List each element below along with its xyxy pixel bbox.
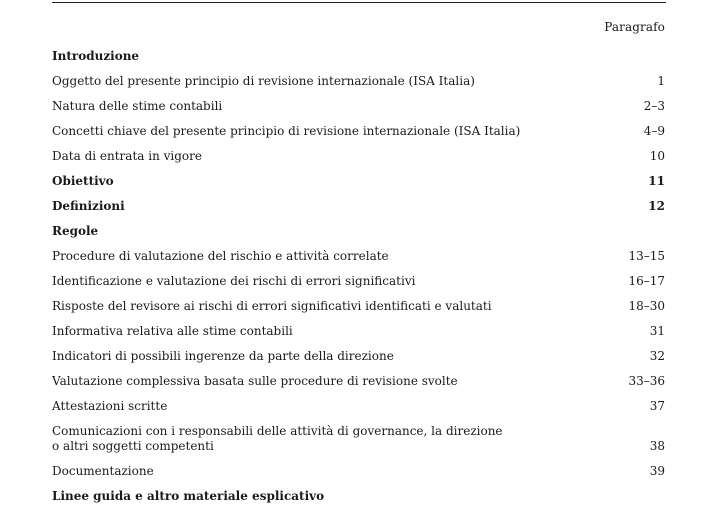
toc-paragraph: 11 <box>648 174 665 188</box>
toc-row <box>52 394 665 419</box>
toc-paragraph: 18–30 <box>628 299 665 313</box>
toc-paragraph: 13–15 <box>628 249 665 263</box>
paragraph-column-header: Paragrafo <box>604 20 665 34</box>
toc-row <box>52 294 665 319</box>
toc-section-linee-guida <box>52 484 665 509</box>
toc-row <box>52 144 665 169</box>
toc-label: Risposte del revisore ai rischi di errori significativi identificati e valutati <box>52 299 492 313</box>
toc-label-line-2: o altri soggetti competenti <box>52 439 214 453</box>
toc-label: Data di entrata in vigore <box>52 149 202 163</box>
toc-row <box>52 244 665 269</box>
toc-paragraph: 4–9 <box>643 124 665 138</box>
toc-paragraph: 1 <box>657 74 665 88</box>
toc-row <box>52 369 665 394</box>
toc-label: Regole <box>52 224 99 238</box>
toc-paragraph: 32 <box>649 349 665 363</box>
toc-label: Natura delle stime contabili <box>52 99 223 113</box>
toc-section-obiettivo <box>52 169 665 194</box>
toc-label: Informativa relativa alle stime contabili <box>52 324 293 338</box>
toc-row <box>52 459 665 484</box>
table-of-contents <box>52 44 665 509</box>
toc-row <box>52 344 665 369</box>
toc-paragraph: 33–36 <box>628 374 665 388</box>
toc-row <box>52 319 665 344</box>
toc-paragraph: 37 <box>649 399 665 413</box>
toc-row-multiline <box>52 419 665 459</box>
toc-row <box>52 94 665 119</box>
toc-section-introduzione <box>52 44 665 69</box>
toc-section-regole <box>52 219 665 244</box>
toc-label-line-1: Comunicazioni con i responsabili delle attività di governance, la direzione <box>52 424 503 438</box>
toc-paragraph: 12 <box>648 199 665 213</box>
toc-label: Valutazione complessiva basata sulle procedure di revisione svolte <box>52 374 458 388</box>
toc-label: Introduzione <box>52 49 140 63</box>
toc-label: Identificazione e valutazione dei rischi di errori significativi <box>52 274 416 288</box>
toc-paragraph: 31 <box>649 324 665 338</box>
toc-section-definizioni <box>52 194 665 219</box>
toc-label: Attestazioni scritte <box>52 399 168 413</box>
toc-label: Oggetto del presente principio di revisione internazionale (ISA Italia) <box>52 74 475 88</box>
toc-row <box>52 269 665 294</box>
top-rule <box>52 2 666 3</box>
toc-paragraph: 16–17 <box>628 274 665 288</box>
toc-label: Procedure di valutazione del rischio e attività correlate <box>52 249 389 263</box>
toc-label: Definizioni <box>52 199 125 213</box>
toc-label: Obiettivo <box>52 174 114 188</box>
toc-row <box>52 69 665 94</box>
toc-paragraph: 39 <box>649 464 665 478</box>
toc-row <box>52 119 665 144</box>
toc-label: Indicatori di possibili ingerenze da parte della direzione <box>52 349 394 363</box>
toc-label: Linee guida e altro materiale esplicativo <box>52 489 325 503</box>
toc-paragraph: 10 <box>649 149 665 163</box>
toc-label <box>52 424 650 454</box>
toc-paragraph: 38 <box>649 439 665 453</box>
toc-paragraph: 2–3 <box>643 99 665 113</box>
toc-label: Concetti chiave del presente principio di revisione internazionale (ISA Italia) <box>52 124 521 138</box>
toc-label: Documentazione <box>52 464 154 478</box>
